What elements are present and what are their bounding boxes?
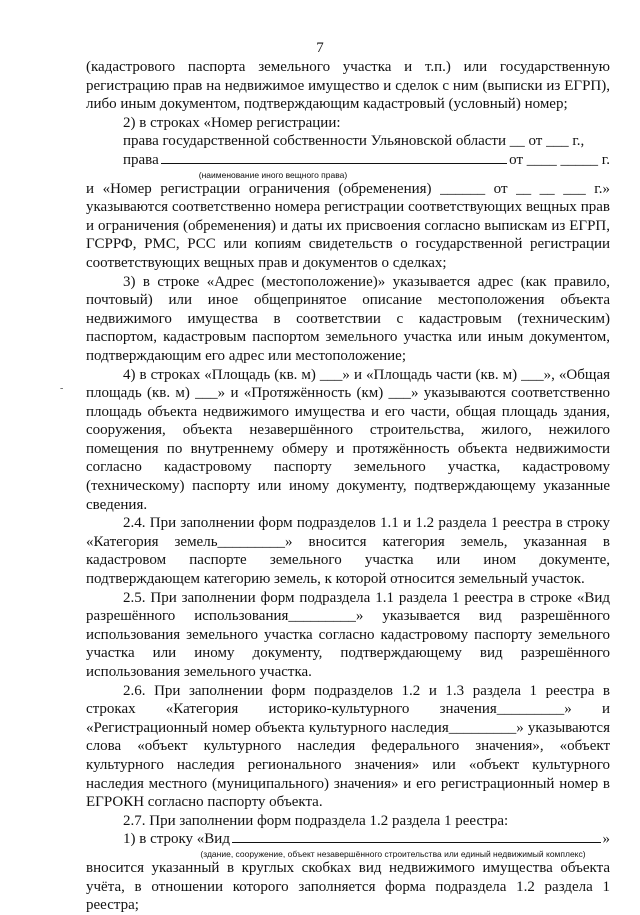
label: права <box>123 151 159 168</box>
caption: (здание, сооружение, объект незавершённого строительства или единый недвижимый комплекс) <box>200 848 586 859</box>
paragraph: 4) в строках «Площадь (кв. м) ___» и «Площадь части (кв. м) ___», «Общая площадь (кв. м) ___» и «Протяжённость (км) ___» указываются соответственно площадь объекта недвижимого имущества и его части, общая площадь здания, сооружения, объекта незавершённого строительства, жилого, нежилого помещения по внутреннему обмеру и протяжённость объекта недвижимости согласно кадастровому паспорту земельного участка, кадастровому (техническому) паспорту или иному документу, подтверждающему указанные сведения. <box>86 366 610 513</box>
paragraph: 2.6. При заполнении форм подразделов 1.2 и 1.3 раздела 1 реестра в строках «Категория историко-культурного значения_________» и «Регистрационный номер объекта культурного наследия_________» указываются слова «объект культурного наследия федерального значения», «объект культурного наследия регионального значения» или «объект культурного наследия местного (муниципального) значения» и его регистрационный номер в ЕГРОКН согласно паспорту объекта. <box>86 682 610 811</box>
paragraph: и «Номер регистрации ограничения (обременения) ______ от __ __ ___ г.» указываются соответственно номера регистрации соответствующих вещных прав и ограничения (обременения) и даты их присвоения согласно выпискам из ЕГРП, ГСРРФ, РМС, РСС или копиям свидетельств о государственной регистрации соответствующих вещных прав и документов о сделках; <box>86 180 610 271</box>
label: » <box>602 831 610 848</box>
reg-right-row <box>86 151 610 170</box>
label: от ____ _____ г. <box>509 151 610 168</box>
blank-line <box>161 163 507 164</box>
body-text <box>86 58 610 915</box>
caption: (наименование иного вещного права) <box>198 169 348 180</box>
vid-row <box>86 830 610 849</box>
paragraph: 2.4. При заполнении форм подразделов 1.1 и 1.2 раздела 1 реестра в строку «Категория земель_________» вносится категория земель, указанная в кадастровом паспорте земельного участка или ином документе, подтверждающем категорию земель, к которой относится земельный участок. <box>86 515 610 588</box>
reg-line: права государственной собственности Ульяновской области __ от ___ г., <box>123 133 585 150</box>
paragraph: (кадастрового паспорта земельного участка и т.п.) или государственную регистрацию прав на недвижимое имущество и сделок с ним (выписки из ЕГРП), либо иным документом, подтверждающим кадастровый (условный) номер; <box>86 59 610 113</box>
blank-line <box>232 842 601 843</box>
paragraph: 2.7. При заполнении форм подраздела 1.2 раздела 1 реестра: <box>123 812 509 829</box>
paragraph: 2.5. При заполнении форм подраздела 1.1 раздела 1 реестра в строке «Вид разрешённого использования_________» указывается вид разрешённого использования земельного участка согласно кадастровому паспорту земельного участка или иному документу, подтверждающему вид разрешённого использования земельного участка. <box>86 589 610 680</box>
paragraph: вносится указанный в круглых скобках вид недвижимого имущества объекта учёта, в отношении которого заполняется форма подраздела 1.2 раздела 1 реестра; <box>86 859 610 914</box>
margin-mark: - <box>60 383 64 394</box>
label: 1) в строку «Вид <box>123 831 230 848</box>
paragraph: 2) в строках «Номер регистрации: <box>123 114 341 131</box>
page-number: 7 <box>316 40 324 56</box>
paragraph: 3) в строке «Адрес (местоположение)» указывается адрес (как правило, почтовый) или иное общепринятое описание местоположения объекта недвижимого имущества в соответствии с кадастровым (техническим) паспортом, кадастровым паспортом земельного участка или иным документом, подтверждающим его адрес или местоположение; <box>86 273 610 364</box>
